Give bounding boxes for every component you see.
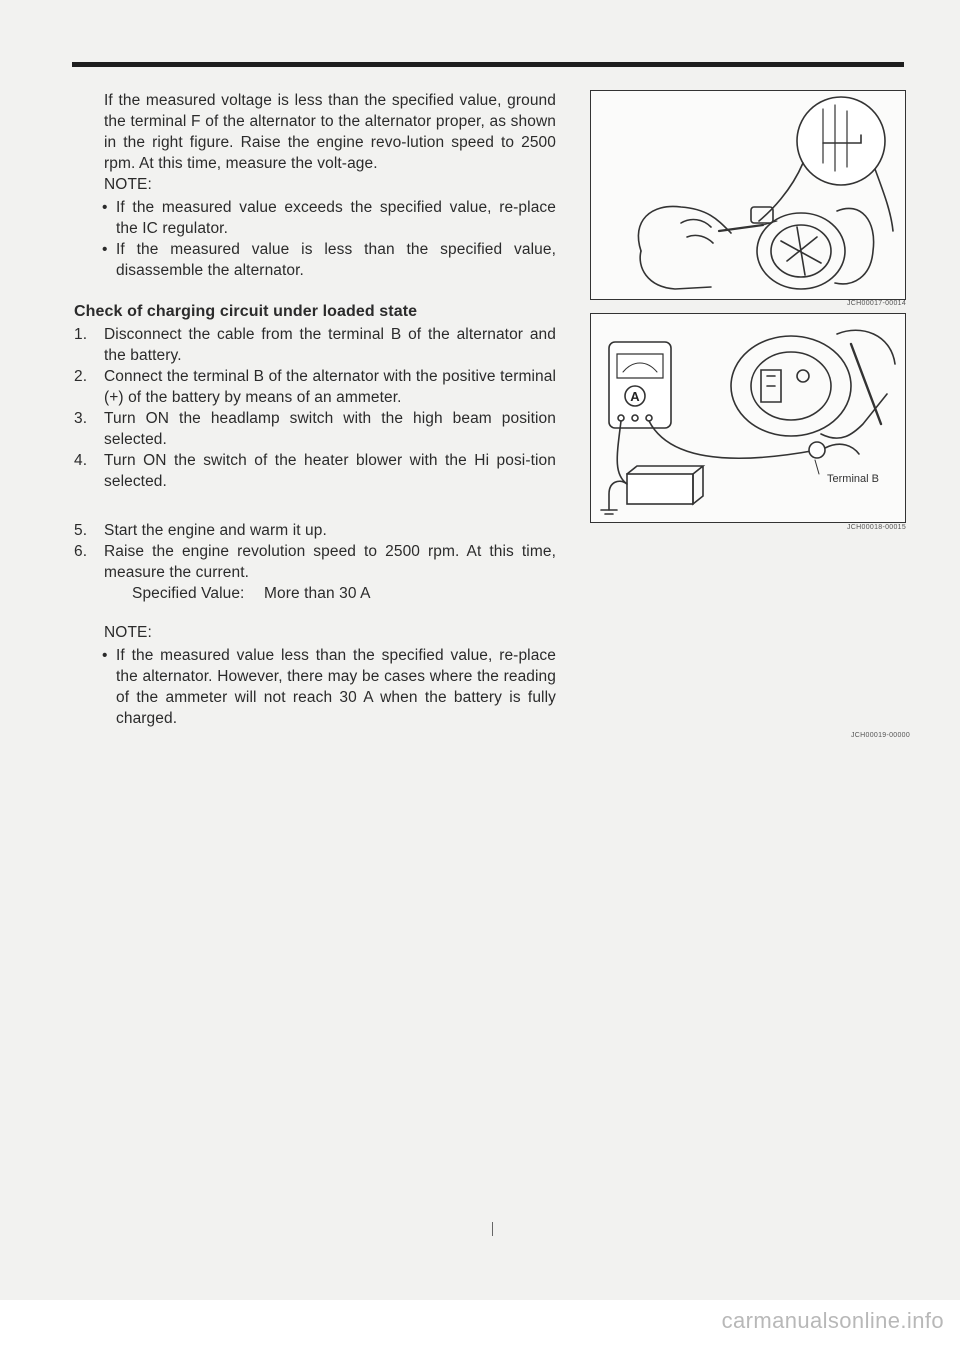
step-text: Turn ON the switch of the heater blower with the Hi posi-tion selected. [104,452,556,490]
step-text: Turn ON the headlamp switch with the high beam position selected. [104,410,556,448]
ammeter-letter: A [630,389,640,404]
ammeter-connection-illustration [591,314,905,522]
step-number: 6. [74,543,88,560]
step-text: Raise the engine revolution speed to 2500 rpm. At this time, measure the current. [104,543,556,581]
step-item [74,450,556,492]
section-note-label: NOTE: [104,624,152,641]
spacer [74,492,556,520]
figure-ammeter-connection [590,313,906,523]
step-number: 4. [74,452,88,469]
section-note-item: • If the measured value less than the specified value, re-place the alternator. However, there may be cases where the reading of the ammeter will not reach 30 A when the battery is fully charged. [74,645,556,729]
figure-code: JCH00018-00015 [847,524,907,531]
step-number: 1. [74,326,88,343]
section-note-list [74,645,556,729]
page-marker [492,1222,493,1236]
footer-bar [0,1300,960,1347]
step-item [74,408,556,450]
step-item [74,366,556,408]
step-number: 3. [74,410,88,427]
spec-label: Specified Value: [132,585,245,602]
step-item [74,541,556,583]
steps-list [74,324,556,583]
step-text: Disconnect the cable from the terminal B of the alternator and the battery. [104,326,556,364]
step-text: Connect the terminal B of the alternator with the positive terminal (+) of the battery by means of an ammeter. [104,368,556,406]
text-column [74,90,556,729]
intro-note-label: NOTE: [104,176,152,193]
terminal-b-label: Terminal B [827,473,879,485]
step-number: 5. [74,522,88,539]
watermark: carmanualsonline.info [721,1308,944,1333]
intro-note-item: • If the measured value exceeds the specified value, re-place the IC regulator. [74,197,556,239]
section-title: Check of charging circuit under loaded state [74,303,418,320]
step-item [74,520,556,541]
intro-note-list [74,197,556,281]
top-rule [72,62,904,67]
step-text: Start the engine and warm it up. [104,522,327,539]
step-item [74,324,556,366]
figure-code: JCH00017-00014 [847,300,907,307]
intro-note-item: • If the measured value is less than the specified value, disassemble the alternator. [74,239,556,281]
figure-alternator-ground [590,90,906,300]
step-number: 2. [74,368,88,385]
intro-paragraph: If the measured voltage is less than the specified value, ground the terminal F of the alternator to the alternator proper, as shown in the right figure. Raise the engine revo-lution speed to 2500 rpm. At this time, measure the volt-age. [104,92,556,172]
specified-value [74,583,556,604]
alternator-ground-illustration [591,91,905,299]
figure-code: JCH00019-00000 [851,732,911,739]
spec-value: More than 30 A [264,585,371,602]
